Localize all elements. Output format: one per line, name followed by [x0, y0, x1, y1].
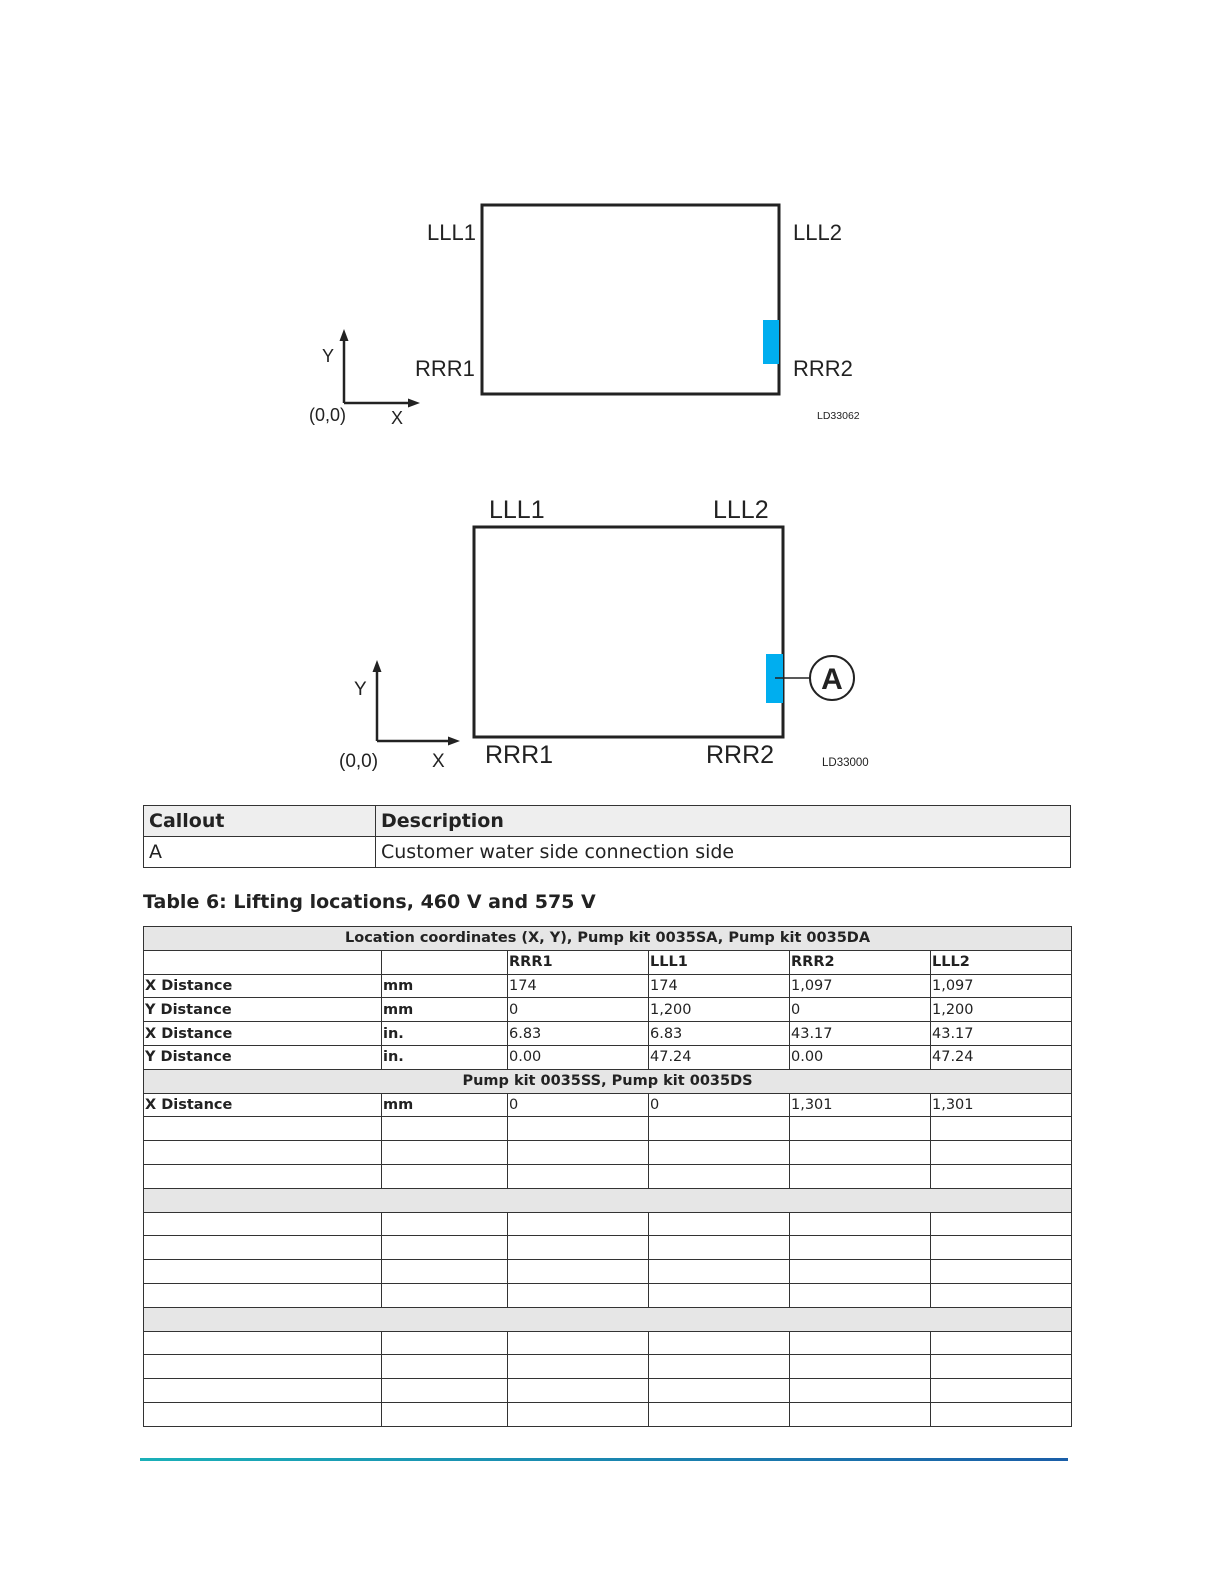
value-cell: 0	[649, 1093, 790, 1117]
empty-row	[144, 1212, 1072, 1236]
empty-row	[144, 1402, 1072, 1426]
value-cell: 47.24	[649, 1045, 790, 1069]
empty-row	[144, 1164, 1072, 1188]
diagram-top-svg	[300, 195, 880, 435]
callout-row	[144, 837, 1071, 868]
row-label: X Distance	[144, 1022, 382, 1046]
label-lll2: LLL2	[793, 220, 842, 245]
empty-row	[144, 1283, 1072, 1307]
y-axis-arrow-icon	[340, 329, 349, 341]
y-axis-label: Y	[354, 679, 367, 700]
row-label: X Distance	[144, 1093, 382, 1117]
row-unit: mm	[382, 998, 508, 1022]
footer-divider	[140, 1458, 1068, 1461]
value-cell: 174	[508, 974, 649, 998]
value-cell: 47.24	[931, 1045, 1072, 1069]
x-axis-arrow-icon	[408, 399, 420, 408]
lifting-locations-table	[143, 926, 1072, 1427]
value-cell: 1,200	[649, 998, 790, 1022]
column-header-lll1: LLL1	[649, 950, 790, 974]
label-lll1: LLL1	[427, 220, 476, 245]
table-row	[144, 1022, 1072, 1046]
x-axis-label: X	[391, 408, 404, 428]
value-cell: 6.83	[649, 1022, 790, 1046]
value-cell: 0	[790, 998, 931, 1022]
callout-cell: A	[144, 837, 376, 868]
description-header: Description	[376, 806, 1071, 837]
value-cell: 1,097	[790, 974, 931, 998]
empty-group-row	[144, 1188, 1072, 1212]
table-row	[144, 1093, 1072, 1117]
value-cell: 43.17	[790, 1022, 931, 1046]
table-caption: Table 6: Lifting locations, 460 V and 575 V	[143, 891, 596, 913]
row-unit: in.	[382, 1022, 508, 1046]
figure-id: LD33062	[817, 410, 860, 422]
value-cell: 1,200	[931, 998, 1072, 1022]
table-row	[144, 1045, 1072, 1069]
empty-row	[144, 1141, 1072, 1165]
callout-table	[143, 805, 1071, 868]
label-lll2: LLL2	[713, 496, 769, 524]
value-cell: 0	[508, 1093, 649, 1117]
empty-row	[144, 1236, 1072, 1260]
figure-id: LD33000	[822, 757, 869, 769]
value-cell: 0.00	[790, 1045, 931, 1069]
empty-row	[144, 1355, 1072, 1379]
row-unit: in.	[382, 1045, 508, 1069]
table-row	[144, 974, 1072, 998]
label-rrr1: RRR1	[415, 356, 475, 381]
empty-row	[144, 1331, 1072, 1355]
label-rrr2: RRR2	[793, 356, 853, 381]
value-cell: 1,097	[931, 974, 1072, 998]
label-rrr1: RRR1	[485, 741, 554, 769]
empty-cell	[382, 950, 508, 974]
column-header-lll2: LLL2	[931, 950, 1072, 974]
callout-header: Callout	[144, 806, 376, 837]
empty-row	[144, 1117, 1072, 1141]
label-lll1: LLL1	[489, 496, 545, 524]
column-header-row	[144, 950, 1072, 974]
callout-letter: A	[821, 663, 843, 696]
value-cell: 43.17	[931, 1022, 1072, 1046]
lifting-diagram-top	[300, 195, 880, 435]
value-cell: 174	[649, 974, 790, 998]
row-label: Y Distance	[144, 1045, 382, 1069]
group-header-row	[144, 1069, 1072, 1093]
empty-group-row	[144, 1307, 1072, 1331]
lifting-diagram-bottom	[330, 490, 890, 780]
connection-side-marker	[763, 320, 779, 364]
y-axis-arrow-icon	[373, 660, 382, 672]
description-cell: Customer water side connection side	[376, 837, 1071, 868]
value-cell: 0	[508, 998, 649, 1022]
diagram-bottom-svg	[330, 490, 890, 780]
x-axis-label: X	[432, 751, 445, 772]
empty-row	[144, 1260, 1072, 1284]
value-cell: 0.00	[508, 1045, 649, 1069]
group1-title: Location coordinates (X, Y), Pump kit 0035SA, Pump kit 0035DA	[144, 927, 1072, 951]
value-cell: 1,301	[790, 1093, 931, 1117]
row-unit: mm	[382, 1093, 508, 1117]
column-header-rrr2: RRR2	[790, 950, 931, 974]
y-axis-label: Y	[322, 346, 335, 366]
column-header-rrr1: RRR1	[508, 950, 649, 974]
callout-header-row	[144, 806, 1071, 837]
unit-outline	[474, 527, 783, 737]
empty-cell	[144, 950, 382, 974]
origin-label: (0,0)	[339, 751, 379, 772]
row-unit: mm	[382, 974, 508, 998]
value-cell: 6.83	[508, 1022, 649, 1046]
empty-row	[144, 1379, 1072, 1403]
table-row	[144, 998, 1072, 1022]
group2-title: Pump kit 0035SS, Pump kit 0035DS	[144, 1069, 1072, 1093]
value-cell: 1,301	[931, 1093, 1072, 1117]
row-label: Y Distance	[144, 998, 382, 1022]
label-rrr2: RRR2	[706, 741, 775, 769]
unit-outline	[482, 205, 779, 394]
group-header-row	[144, 927, 1072, 951]
x-axis-arrow-icon	[448, 737, 460, 746]
origin-label: (0,0)	[309, 405, 347, 425]
row-label: X Distance	[144, 974, 382, 998]
